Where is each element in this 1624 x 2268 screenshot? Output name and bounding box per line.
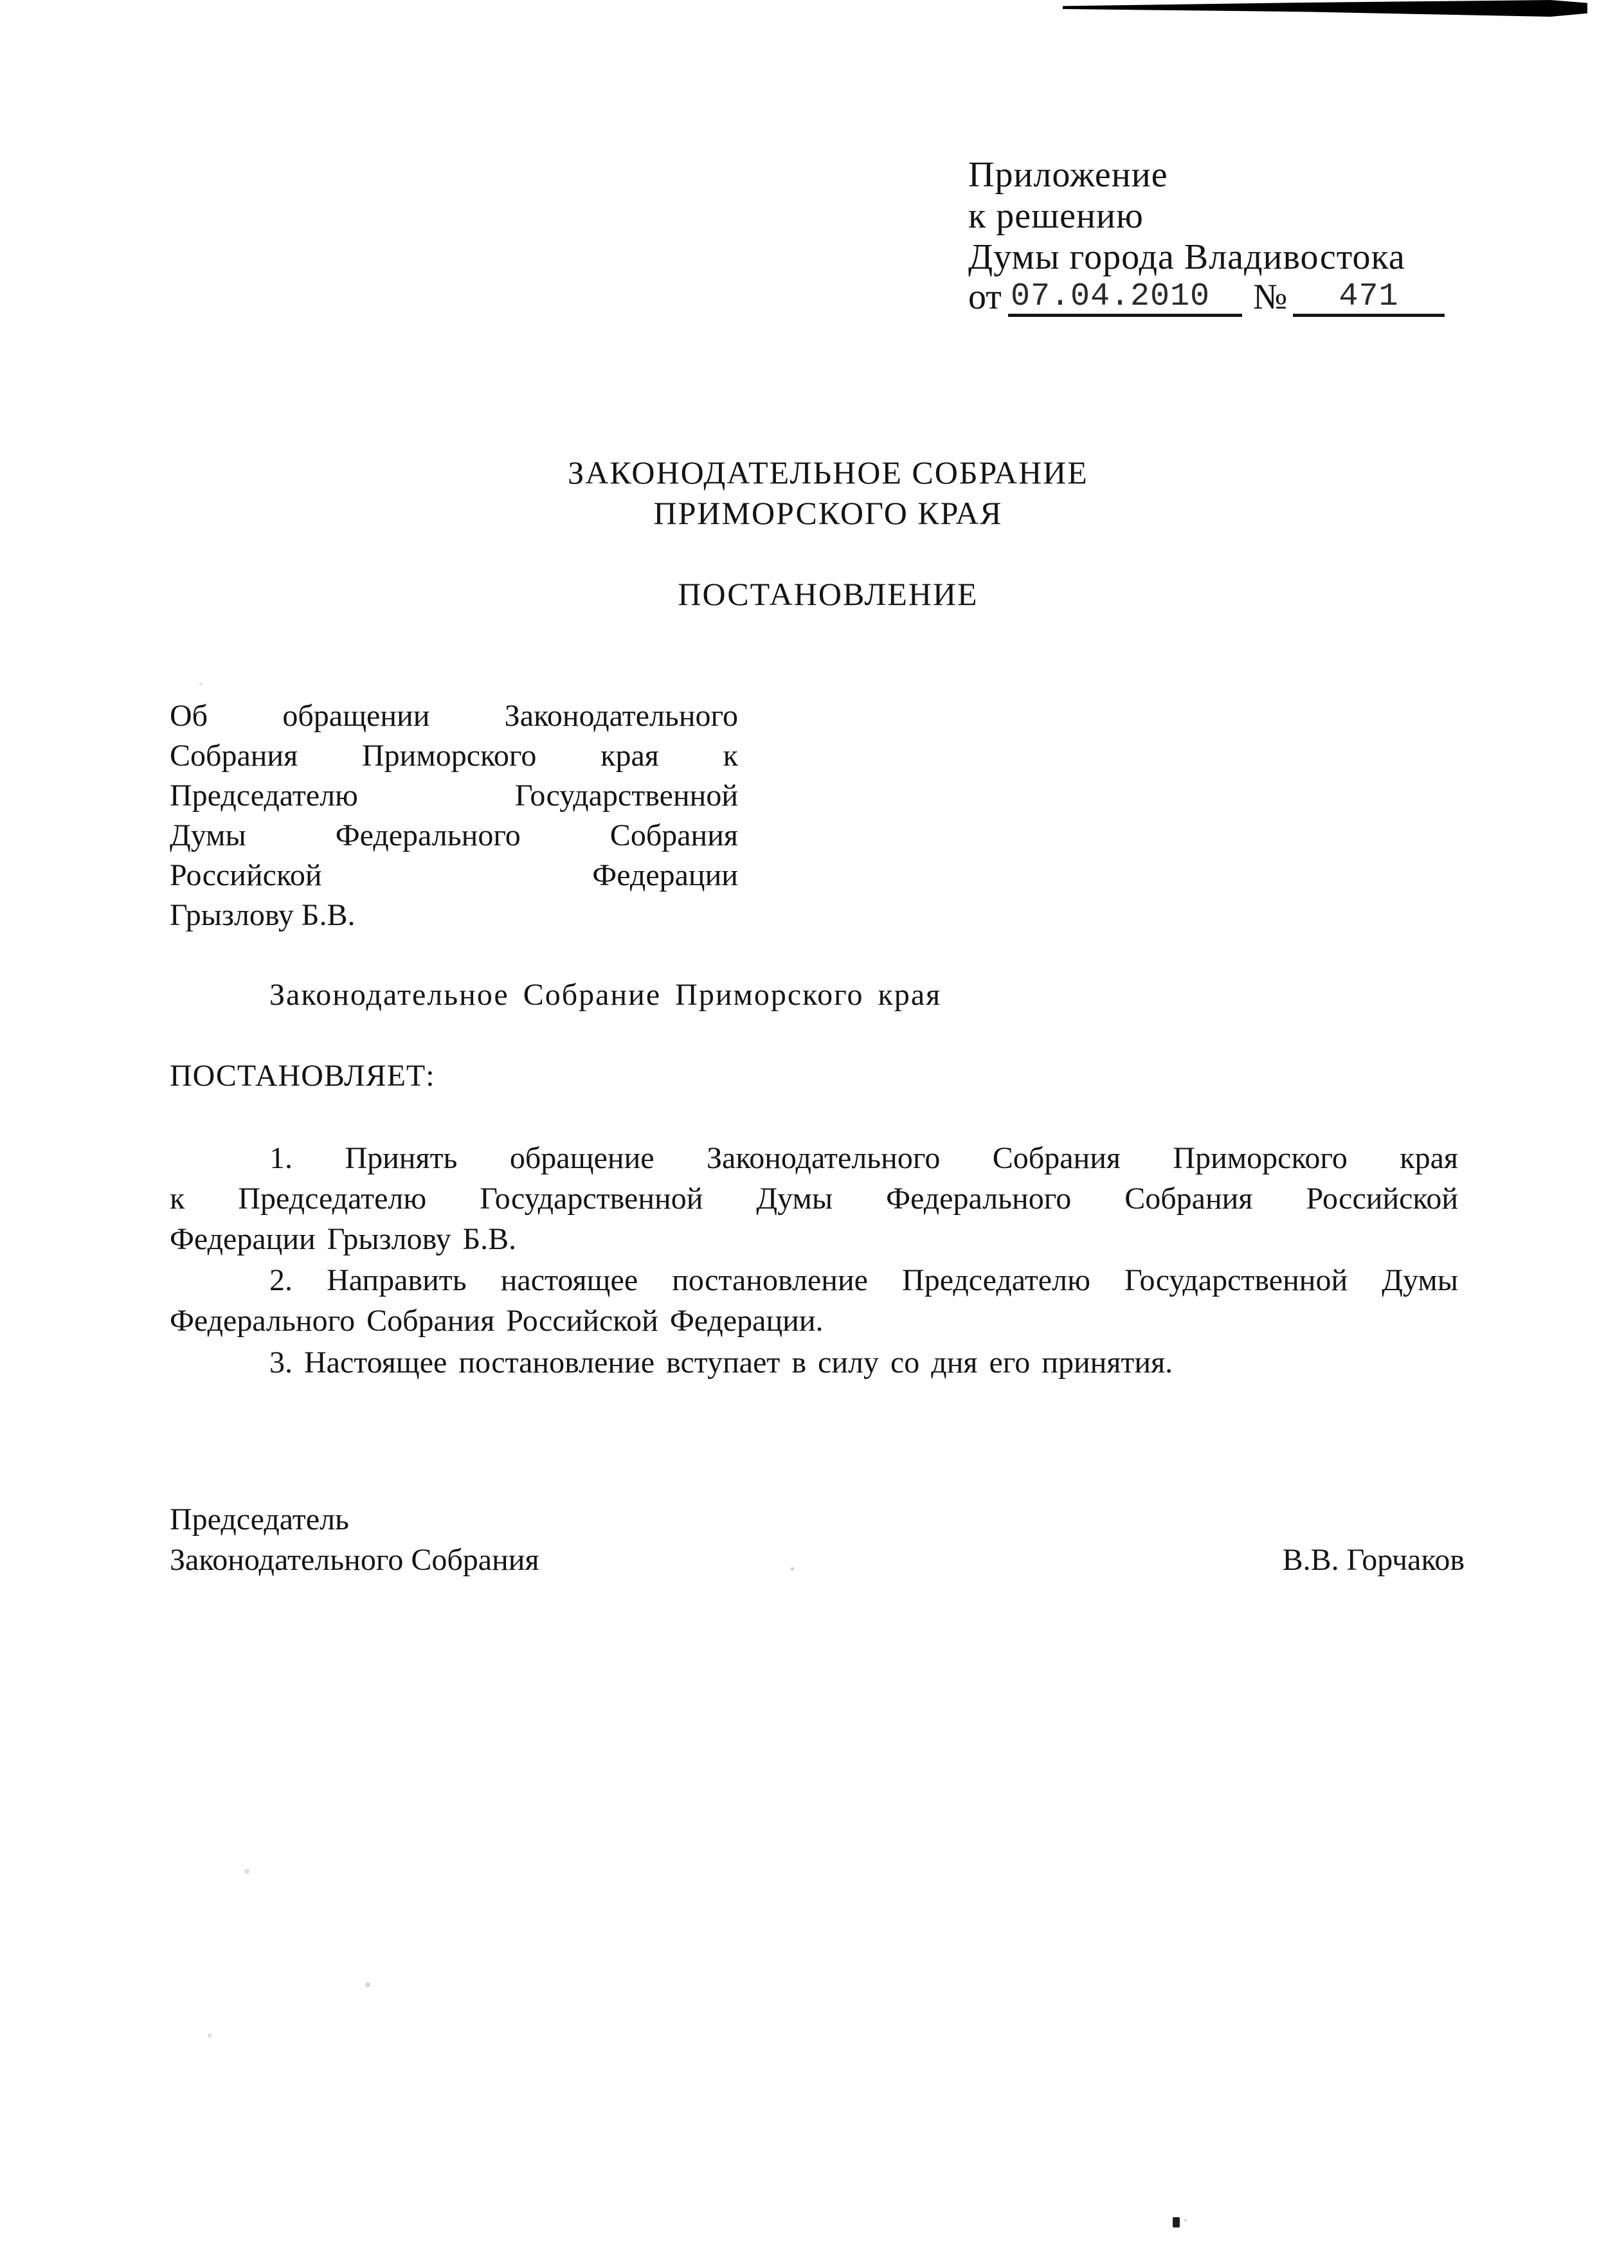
scan-speck [365,1982,370,1988]
document-type-title: ПОСТАНОВЛЕНИЕ [678,576,979,612]
number-sign: № [1253,277,1288,317]
date-value: 07.04.2010 [1011,278,1211,315]
scan-ink-blot [1173,2217,1180,2228]
item-line: Федерации Грызлову Б.В. [170,1222,517,1256]
signature-row [170,1542,1465,1578]
item-line: 3. Настоящее постановление вступает в силу со дня его принятия. [269,1346,1173,1380]
number-value: 471 [1339,278,1399,315]
scan-speck [1184,2219,1187,2222]
resolution-item-3 [170,1342,1458,1383]
resolution-item-1 [170,1138,1458,1259]
preamble-line: Законодательное Собрание Приморского края [269,978,942,1012]
subject-line: Российской Федерации [170,858,738,892]
appendix-date-row [968,278,1405,325]
resolution-item-2 [170,1260,1458,1341]
subject-line: Грызлову Б.В. [170,898,356,932]
org-title-line1: ЗАКОНОДАТЕЛЬНОЕ СОБРАНИЕ [568,455,1088,491]
item-line: к Председателю Государственной Думы Федерального Собрания Российской [170,1182,1458,1216]
subject-block [170,696,738,935]
scan-speck [208,2033,212,2038]
scan-speck [244,1869,249,1874]
subject-line: Об обращении Законодательного [170,699,738,733]
resolves-heading: ПОСТАНОВЛЯЕТ: [170,1059,435,1093]
item-line: 2. Направить настоящее постановление Председателю Государственной Думы [269,1263,1458,1297]
scan-artifact-line [1063,0,1587,17]
subject-line: Собрания Приморского края к [170,739,738,773]
scan-speck [199,683,203,686]
appendix-line-1: Приложение [968,155,1168,195]
organization-title [16,453,1624,534]
signer-name: В.В. Горчаков [1282,1543,1465,1577]
subject-line: Председателю Государственной [170,779,738,813]
item-line: 1. Принять обращение Законодательного Собрания Приморского края [269,1141,1458,1175]
signer-title-line1: Председатель [170,1502,349,1536]
scan-speck [791,1567,794,1571]
signer-title-line2: Законодательного Собрания [170,1543,539,1577]
date-prefix: от [968,277,1002,317]
org-title-line2: ПРИМОРСКОГО КРАЯ [653,495,1003,531]
subject-line: Думы Федерального Собрания [170,818,738,852]
appendix-block [968,154,1405,325]
appendix-line-2: к решению [968,196,1144,236]
item-line: Федерального Собрания Российской Федерации. [170,1304,824,1338]
appendix-line-3: Думы города Владивостока [968,237,1405,277]
